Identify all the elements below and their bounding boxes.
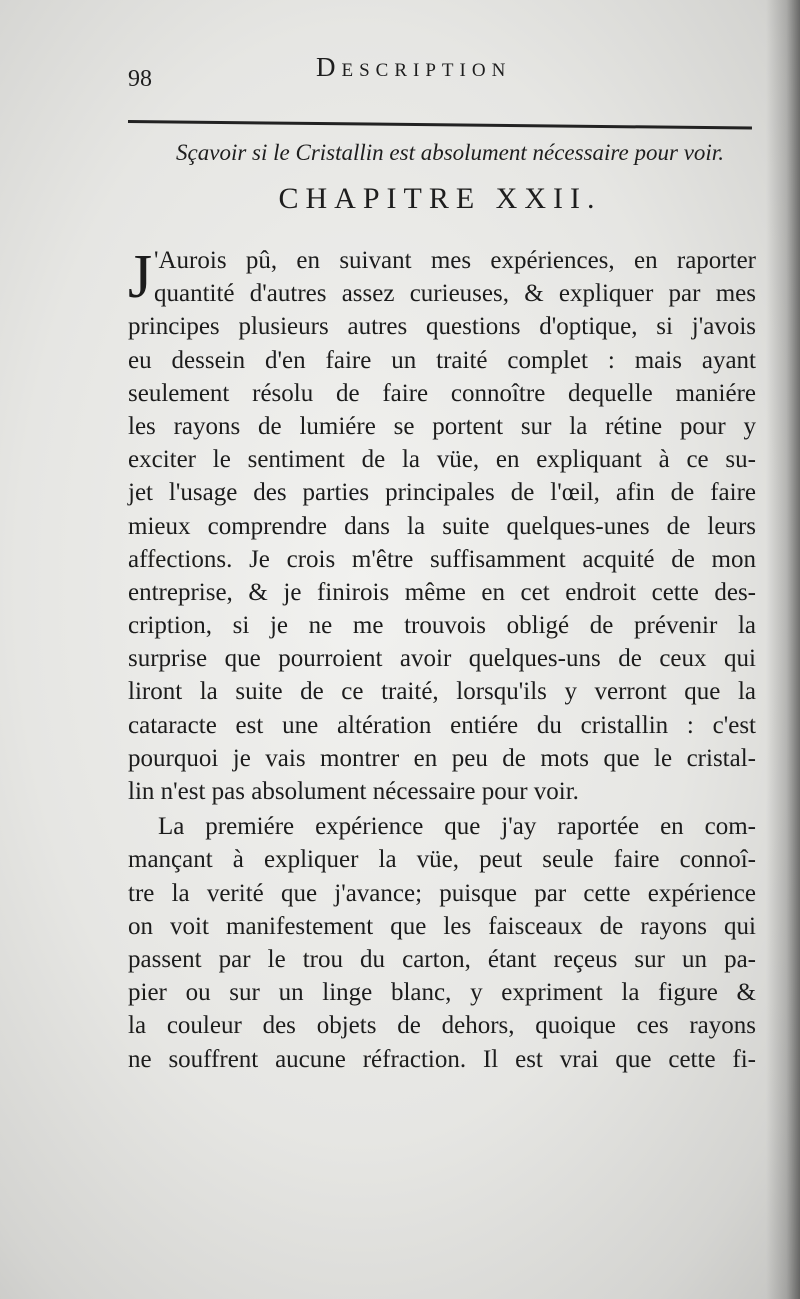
- running-title: Description: [316, 52, 512, 82]
- text-line: La premiére expérience que j'ay raportée en com-: [158, 813, 756, 841]
- text-line: pourquoi je vais montrer en peu de mots que le cristal-: [128, 744, 756, 772]
- paragraph-1: [128, 244, 756, 808]
- text-line: seulement résolu de faire connoître dequelle maniére: [128, 379, 756, 407]
- text-line: principes plusieurs autres questions d'optique, si j'avois: [128, 313, 756, 341]
- body-text: [128, 244, 756, 1076]
- text-line: liront la suite de ce traité, lorsqu'ils y verront que la: [128, 678, 756, 706]
- text-line: cataracte est une altération entiére du cristallin : c'est: [128, 711, 756, 739]
- text-line: 'Aurois pû, en suivant mes expériences, en raporter: [154, 247, 756, 274]
- text-line: eu dessein d'en faire un traité complet : mais ayant: [128, 346, 756, 374]
- text-line: quantité d'autres assez curieuses, & expliquer par mes: [154, 280, 756, 308]
- text-line: surprise que pourroient avoir quelques-uns de ceux qui: [128, 645, 756, 673]
- text-line: pier ou sur un linge blanc, y expriment la figure &: [128, 979, 756, 1007]
- text-line: exciter le sentiment de la vüe, en expliquant à ce su-: [128, 446, 756, 474]
- text-line: affections. Je crois m'être suffisamment acquité de mon: [128, 545, 756, 573]
- text-line: tre la verité que j'avance; puisque par cette expérience: [128, 879, 756, 907]
- running-head: [128, 52, 752, 92]
- header-rule: [128, 120, 752, 130]
- text-line: ne souffrent aucune réfraction. Il est vrai que cette fi-: [128, 1045, 756, 1073]
- chapter-heading: CHAPITRE XXII.: [278, 182, 602, 215]
- page-gutter-shadow: [766, 0, 800, 1299]
- text-line: la couleur des objets de dehors, quoique ces rayons: [128, 1012, 756, 1040]
- drop-cap: J: [128, 243, 153, 311]
- text-line: entreprise, & je finirois même en cet endroit cette des-: [128, 578, 756, 606]
- text-line: mançant à expliquer la vüe, peut seule faire connoî-: [128, 846, 756, 874]
- text-line: cription, si je ne me trouvois obligé de prévenir la: [128, 612, 756, 640]
- text-line: on voit manifestement que les faisceaux de rayons qui: [128, 912, 756, 940]
- text-line: jet l'usage des parties principales de l'œil, afin de faire: [128, 479, 756, 507]
- chapter-subtitle: Sçavoir si le Cristallin est absolument nécessaire pour voir.: [176, 140, 724, 165]
- text-line: les rayons de lumiére se portent sur la rétine pour y: [128, 412, 756, 440]
- page-number: 98: [128, 66, 152, 92]
- text-line: lin n'est pas absolument nécessaire pour voir.: [128, 778, 579, 805]
- text-line: mieux comprendre dans la suite quelques-unes de leurs: [128, 512, 756, 540]
- text-line: passent par le trou du carton, étant reçeus sur un pa-: [128, 945, 756, 973]
- paragraph-2: [128, 810, 756, 1076]
